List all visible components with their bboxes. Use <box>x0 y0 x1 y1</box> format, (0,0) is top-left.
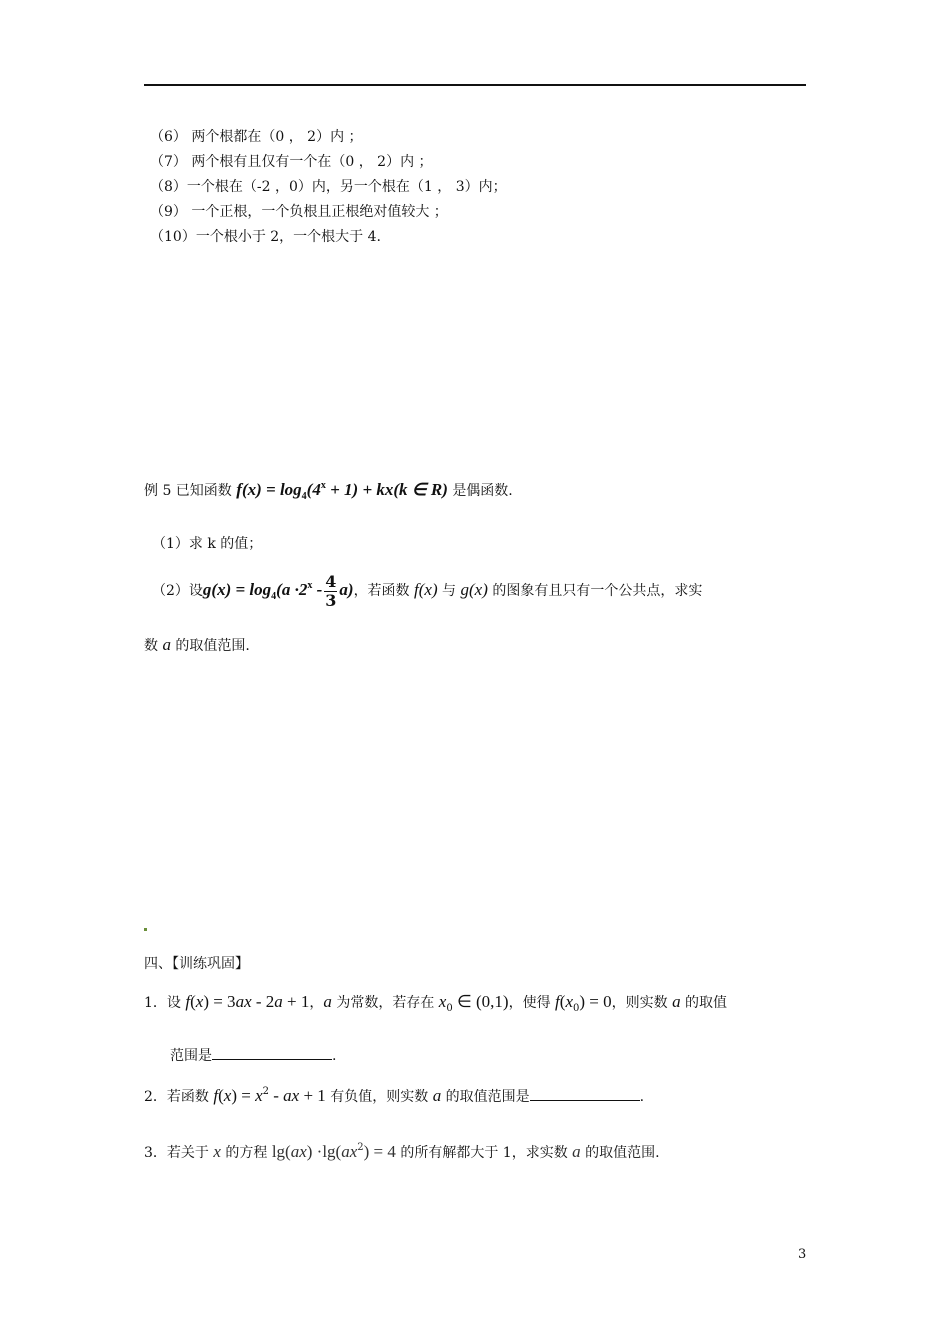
question-3: 3．若关于 x 的方程 $\lg(ax) \cdot\lg(ax^2) = 4$ 的所有解都大于 1，求实数 a 的取值范围. <box>144 1142 660 1161</box>
item-6: （6） 两个根都在（0 ， 2）内 ； <box>150 129 363 145</box>
formula-g: $g(x) = \log_4(a \cdot 2^x$ - <box>202 580 323 602</box>
example5-part2: （2）设$g(x) = \log_4(a \cdot 2^x$ - $\frac{4}{3}$ a)，若函数 f(x) 与 g(x) 的图象有且只有一个公共点，求实 <box>152 571 703 610</box>
example5-statement: 例 5 已知函数 $f(x) = \log_4(4^x + 1) + kx(k$ ∈ R) 是偶函数. <box>144 480 513 502</box>
answer-blank-2[interactable] <box>530 1086 640 1101</box>
item-10: （10）一个根小于 2，一个根大于 4. <box>150 229 381 245</box>
fraction-4-3: $\frac{4}{3}$ <box>325 571 337 610</box>
formula-f: f <box>236 480 242 499</box>
item-9: （9） 一个正根，一个负根且正根绝对值较大 ； <box>150 204 448 220</box>
item-8: （8）一个根在（-2 ，0）内，另一个根在（1 ， 3）内； <box>150 179 507 195</box>
example5-part1: （1）求 k 的值； <box>152 536 263 552</box>
page-number: 3 <box>798 1247 807 1262</box>
item-7: （7） 两个根有且仅有一个在（0 ， 2）内 ； <box>150 154 433 170</box>
question-1: 1．设 f(x) = 3ax - 2a + 1，a 为常数，若存在 $x_0$ ∈ (0,1)，使得 $f(x_0) = 0$，则实数 a 的取值 <box>144 992 728 1014</box>
header-rule <box>144 84 806 86</box>
section4-heading: 四、【训练巩固】 <box>144 956 249 972</box>
example5-part2-cont: 数 a 的取值范围. <box>144 635 250 654</box>
question-1-cont: 范围是 . <box>170 1045 336 1066</box>
question-2: 2．若函数 $f(x) = x^2$ - ax + 1 有负值，则实数 a 的取值范围是 . <box>144 1086 645 1105</box>
answer-blank-1[interactable] <box>212 1045 332 1060</box>
stray-mark <box>144 928 147 931</box>
